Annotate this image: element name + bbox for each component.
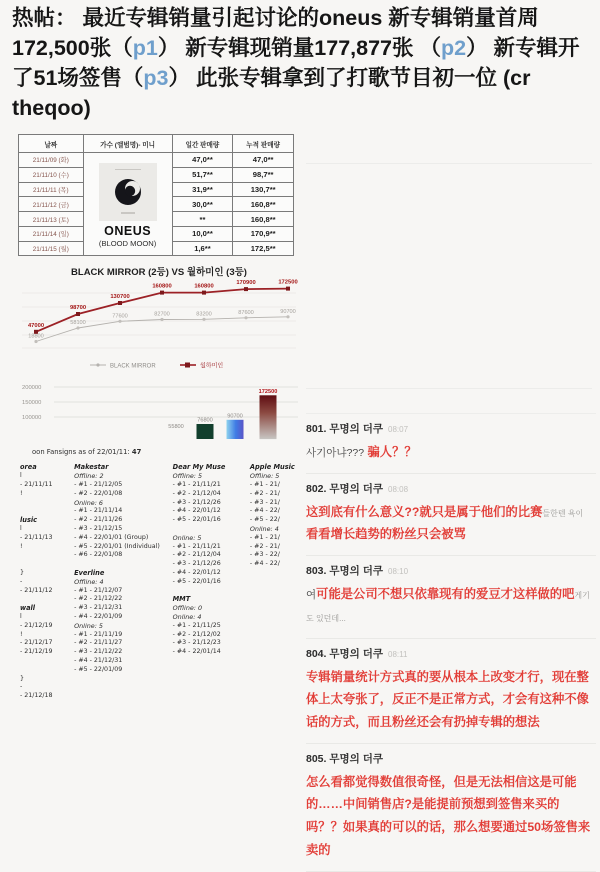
total-sales-value: 170,9** [233,226,294,241]
fansign-line [20,507,74,516]
comment-timestamp: 08:10 [388,567,409,577]
translated-text: 专辑销量统计方式真的要从根本上改变才行，现在整体上太夸张了，反正不是正常方式，才会有这种不像话的方式，而且粉丝还会有扔掉专辑的想法 [306,669,589,730]
fansign-line: - #1 - 21/ [249,533,280,541]
comment-author: 무명의 더쿠 [329,482,383,495]
fansign-line: - #3 - 21/12/22 [74,648,123,656]
original-text: 여 [306,589,317,602]
fansign-line: l [20,472,22,480]
fansign-line: - #4 - 22/01/12 [172,507,221,515]
daily-sales-value: 10,0** [172,226,233,241]
fansign-heading [32,448,304,456]
svg-text:170900: 170900 [236,280,256,287]
fansign-line: Offline: 4 [74,577,104,586]
total-sales-value: 98,7** [233,167,294,182]
fansign-line: - #2 - 21/11/26 [74,516,123,524]
comment-body [306,441,596,464]
fansign-line: l [20,525,22,533]
comment-number: 803. [306,565,330,578]
date-cell: 21/11/12 (금) [19,197,84,212]
fansign-line: ! [20,630,23,638]
daily-sales-table [18,134,294,256]
comment [306,474,596,556]
comment-header [306,751,596,766]
title-text-2: ） 新专辑现销量177,877张 （ [157,36,441,60]
artist-cell [83,153,172,256]
fansign-shop-name: Dear My Muse [172,463,226,472]
daily-sales-value: 1,6** [172,241,233,256]
svg-text:87600: 87600 [238,310,254,317]
oneus-moon-logo-icon [111,175,145,209]
fansign-line: - #2 - 21/11/27 [74,639,123,647]
fansign-line: - #2 - 21/12/02 [172,630,221,638]
fansign-shop-name: orea [20,463,37,472]
comment-author: 무명의 더쿠 [329,647,383,660]
fansign-line: - #1 - 21/11/25 [172,621,221,629]
svg-text:18800: 18800 [28,333,44,340]
comment-header [306,646,596,661]
fansign-line [74,560,173,569]
svg-text:82700: 82700 [154,311,170,318]
header-date: 날짜 [19,135,84,153]
svg-text:150000: 150000 [22,400,42,407]
fansign-line: l [20,613,22,621]
original-text: 게기 [574,591,590,601]
fansign-line [20,560,74,569]
fansign-line: Online: 5 [74,621,103,630]
header-artist: 가수 (앨범명)- 미니 [83,135,172,153]
comment [306,639,596,744]
fansign-line: - [20,683,23,691]
fansign-line: - #3 - 21/ [249,498,280,506]
album-name: (BLOOD MOON) [98,238,157,248]
translated-text: 可能是公司不想只依靠现有的爱豆才这样做的吧 [316,587,575,602]
svg-text:172500: 172500 [278,280,298,287]
comment-number: 805. [306,752,330,765]
table-row [19,153,294,168]
fansign-line: Offline: 5 [172,472,203,481]
daily-sales-value: 31,9** [172,182,233,197]
bar-chart [18,377,304,444]
fansign-line: - 21/12/18 [20,692,53,700]
comment-list [306,413,596,857]
svg-text:BLACK MIRROR: BLACK MIRROR [110,363,156,370]
date-cell: 21/11/15 (월) [19,241,84,256]
translated-text: 看看增长趋势的粉丝只会被骂 [306,527,466,542]
comment-number: 801. [306,423,330,435]
fansign-line: Online: 4 [172,613,202,622]
fansign-count: 47 [131,448,142,457]
fansign-line [20,499,74,508]
fansign-line: } [20,569,25,577]
link-p3[interactable]: p3 [143,66,169,90]
fansign-column [20,463,74,701]
svg-text:58100: 58100 [70,320,86,327]
fansign-line: - 21/12/17 [20,639,53,647]
fansign-line: - #2 - 22/01/08 [74,489,123,497]
daily-sales-value: 47,0** [172,153,233,168]
fansign-column [173,463,250,701]
fansign-column [74,463,173,701]
comment-header [306,481,596,496]
fansign-line: Offline: 5 [249,472,280,481]
comment-author: 무명의 더쿠 [329,423,383,435]
fansign-line: - #4 - 21/12/31 [74,657,123,664]
fansign-line: - #1 - 21/11/21 [172,481,221,489]
header-total: 누적 판매량 [233,135,294,153]
svg-text:47000: 47000 [27,323,45,330]
fansign-line: - 21/11/11 [20,481,53,489]
post-title [12,3,592,123]
daily-sales-value: 51,7** [172,167,233,182]
fansign-line: - #3 - 21/12/23 [172,639,221,647]
fansign-line: - #3 - 22/ [249,551,280,559]
fansign-line: Online: 6 [74,498,103,507]
album-art-caption [121,212,135,214]
sales-report-image [18,134,304,701]
fansign-line: - #2 - 21/12/22 [74,595,123,603]
album-art-caption [115,169,141,171]
fansign-line: - #1 - 21/11/14 [74,507,123,515]
fansign-line: - #2 - 21/12/04 [172,551,221,559]
fansign-line: - #1 - 21/12/07 [74,586,123,594]
fansign-line: - #5 - 22/01/09 [74,665,123,673]
comment-body [306,501,596,546]
comment-number: 802. [306,482,330,495]
fansign-shop-name: Apple Music [249,463,295,472]
fansign-line: - #2 - 21/ [249,489,280,497]
svg-text:90700: 90700 [280,309,296,316]
comment-timestamp: 08:08 [388,484,409,494]
total-sales-value: 160,8** [233,212,294,227]
date-cell: 21/11/09 (화) [19,153,84,168]
total-sales-value: 172,5** [233,241,294,256]
total-sales-value: 130,7** [233,182,294,197]
header-daily: 일간 판매량 [172,135,233,153]
comment [306,744,596,872]
fansign-line: - #3 - 21/12/31 [74,604,123,612]
fansign-line: - #1 - 21/11/19 [74,630,123,638]
fansign-line: Online: 5 [172,533,202,542]
fansign-shop-name: MMT [172,595,191,604]
fansign-line: - 21/11/12 [20,586,53,594]
fansign-line: - #6 - 22/01/08 [74,551,123,559]
fansign-line: - #4 - 22/ [249,560,280,568]
comment-body [306,583,596,628]
fansign-line: - #4 - 22/ [249,507,280,515]
comment-header [306,563,596,578]
translated-text: 怎么看都觉得数值很奇怪，但是无法相信这是可能的……中间销售店?是能提前预想到签售来买的吗？？如果真的可以的话，那么想要通过50场签售来卖的 [306,774,591,857]
fansign-line: - #4 - 22/01/09 [74,613,123,621]
fansign-shop-name: wall [20,604,36,613]
date-cell: 21/11/14 (일) [19,226,84,241]
line-chart-title: BLACK MIRROR (2등) VS 월하미인 (3등) [71,267,247,279]
fansign-line: - #3 - 21/12/26 [172,498,221,506]
fansign-line: - #1 - 21/ [249,481,280,489]
fansign-document [18,448,304,701]
fansign-line: - #3 - 21/12/15 [74,525,123,533]
fansign-line: - #5 - 22/01/16 [172,516,221,524]
link-p2[interactable]: p2 [440,36,467,60]
svg-text:160800: 160800 [152,284,172,291]
fansign-line: - 21/12/19 [20,621,53,629]
svg-text:77600: 77600 [112,313,128,320]
fansign-line: - #5 - 22/01/16 [172,577,221,585]
comment-timestamp: 08:11 [388,649,408,659]
original-text: 들한텐 욕이 [542,508,584,518]
comment-number: 804. [306,647,330,660]
fansign-line: } [20,674,25,682]
comment [306,556,596,638]
svg-text:100000: 100000 [22,415,42,422]
svg-text:172500: 172500 [258,389,278,396]
fansign-line: Online: 4 [249,525,279,534]
fansign-heading-text: oon Fansigns as of 22/01/11: [32,448,132,457]
comment-body [306,666,596,734]
fansign-line: Offline: 2 [74,472,104,481]
comment-timestamp: 08:07 [388,425,409,434]
fansign-shop-name: Everline [74,569,105,578]
fansign-line [173,587,250,596]
fansign-line: Offline: 0 [172,604,203,613]
original-text: 도 있던데... [306,613,346,623]
fansign-line: - #5 - 22/01/01 (Individual) [74,542,160,550]
fansign-line [20,666,74,675]
fansign-line: - #2 - 21/12/04 [172,489,221,497]
fansign-line: - #4 - 22/01/12 [172,569,221,577]
date-cell: 21/11/10 (수) [19,167,84,182]
fansign-line: ! [20,542,23,550]
album-art [99,163,157,221]
translated-text: 这到底有什么意义??就只是属于他们的比赛 [306,504,543,519]
link-p1[interactable]: p1 [132,36,158,60]
date-cell: 21/11/11 (목) [19,182,84,197]
fansign-line: - #4 - 22/01/01 (Group) [74,533,149,541]
comment-header [306,421,596,436]
fansign-line [20,551,74,560]
table-header-row [19,135,294,153]
fansign-line: - #4 - 22/01/14 [172,648,221,656]
svg-text:월하미인: 월하미인 [200,363,224,370]
svg-text:76800: 76800 [197,417,213,424]
daily-sales-value: ** [172,212,233,227]
title-text-3: ） 新专辑开了51场签售（ [12,36,580,90]
fansign-line: - #5 - 22/ [249,516,280,524]
artist-name: ONEUS [104,223,152,238]
comment-author: 무명의 더쿠 [329,565,383,578]
fansign-line [20,595,74,604]
total-sales-value: 160,8** [233,197,294,212]
fansign-shop-name: Makestar [74,463,109,472]
fansign-line: - #1 - 21/11/21 [172,542,221,550]
comment [306,414,596,474]
fansign-line: ! [20,489,23,497]
fansign-column [250,463,304,701]
fansign-line: - 21/11/13 [20,533,53,541]
line-chart [18,278,304,377]
daily-sales-value: 30,0** [172,197,233,212]
divider-line [306,163,592,164]
comment-author: 무명의 더쿠 [329,752,383,765]
total-sales-value: 47,0** [233,153,294,168]
date-cell: 21/11/13 (토) [19,212,84,227]
fansign-line: - [20,577,23,585]
svg-text:130700: 130700 [110,294,130,301]
fansign-line: - #2 - 21/ [249,542,280,550]
comment-body [306,771,596,862]
fansign-line: - 21/12/19 [20,648,53,656]
original-text: 사기아냐??? [306,447,365,459]
fansign-line: - #3 - 21/12/26 [172,560,221,568]
fansign-line [20,657,74,666]
svg-text:200000: 200000 [22,385,42,392]
fansign-line [173,525,250,534]
svg-text:55800: 55800 [168,424,184,431]
title-text-1: 热帖： 最近专辑销量引起讨论的oneus 新专辑销量首周172,500张（ [12,6,539,60]
fansign-shop-name: lusic [20,516,38,525]
svg-text:90700: 90700 [227,413,243,420]
svg-text:160800: 160800 [194,284,214,291]
svg-text:98700: 98700 [69,305,87,312]
title-text-4: ） 此张专辑拿到了打歌节目初一位 (cr theqoo) [12,66,531,120]
translated-text: 骗人？？ [364,445,417,459]
svg-text:83200: 83200 [196,311,212,318]
divider-line [306,388,592,389]
fansign-line: - #1 - 21/12/05 [74,481,123,489]
